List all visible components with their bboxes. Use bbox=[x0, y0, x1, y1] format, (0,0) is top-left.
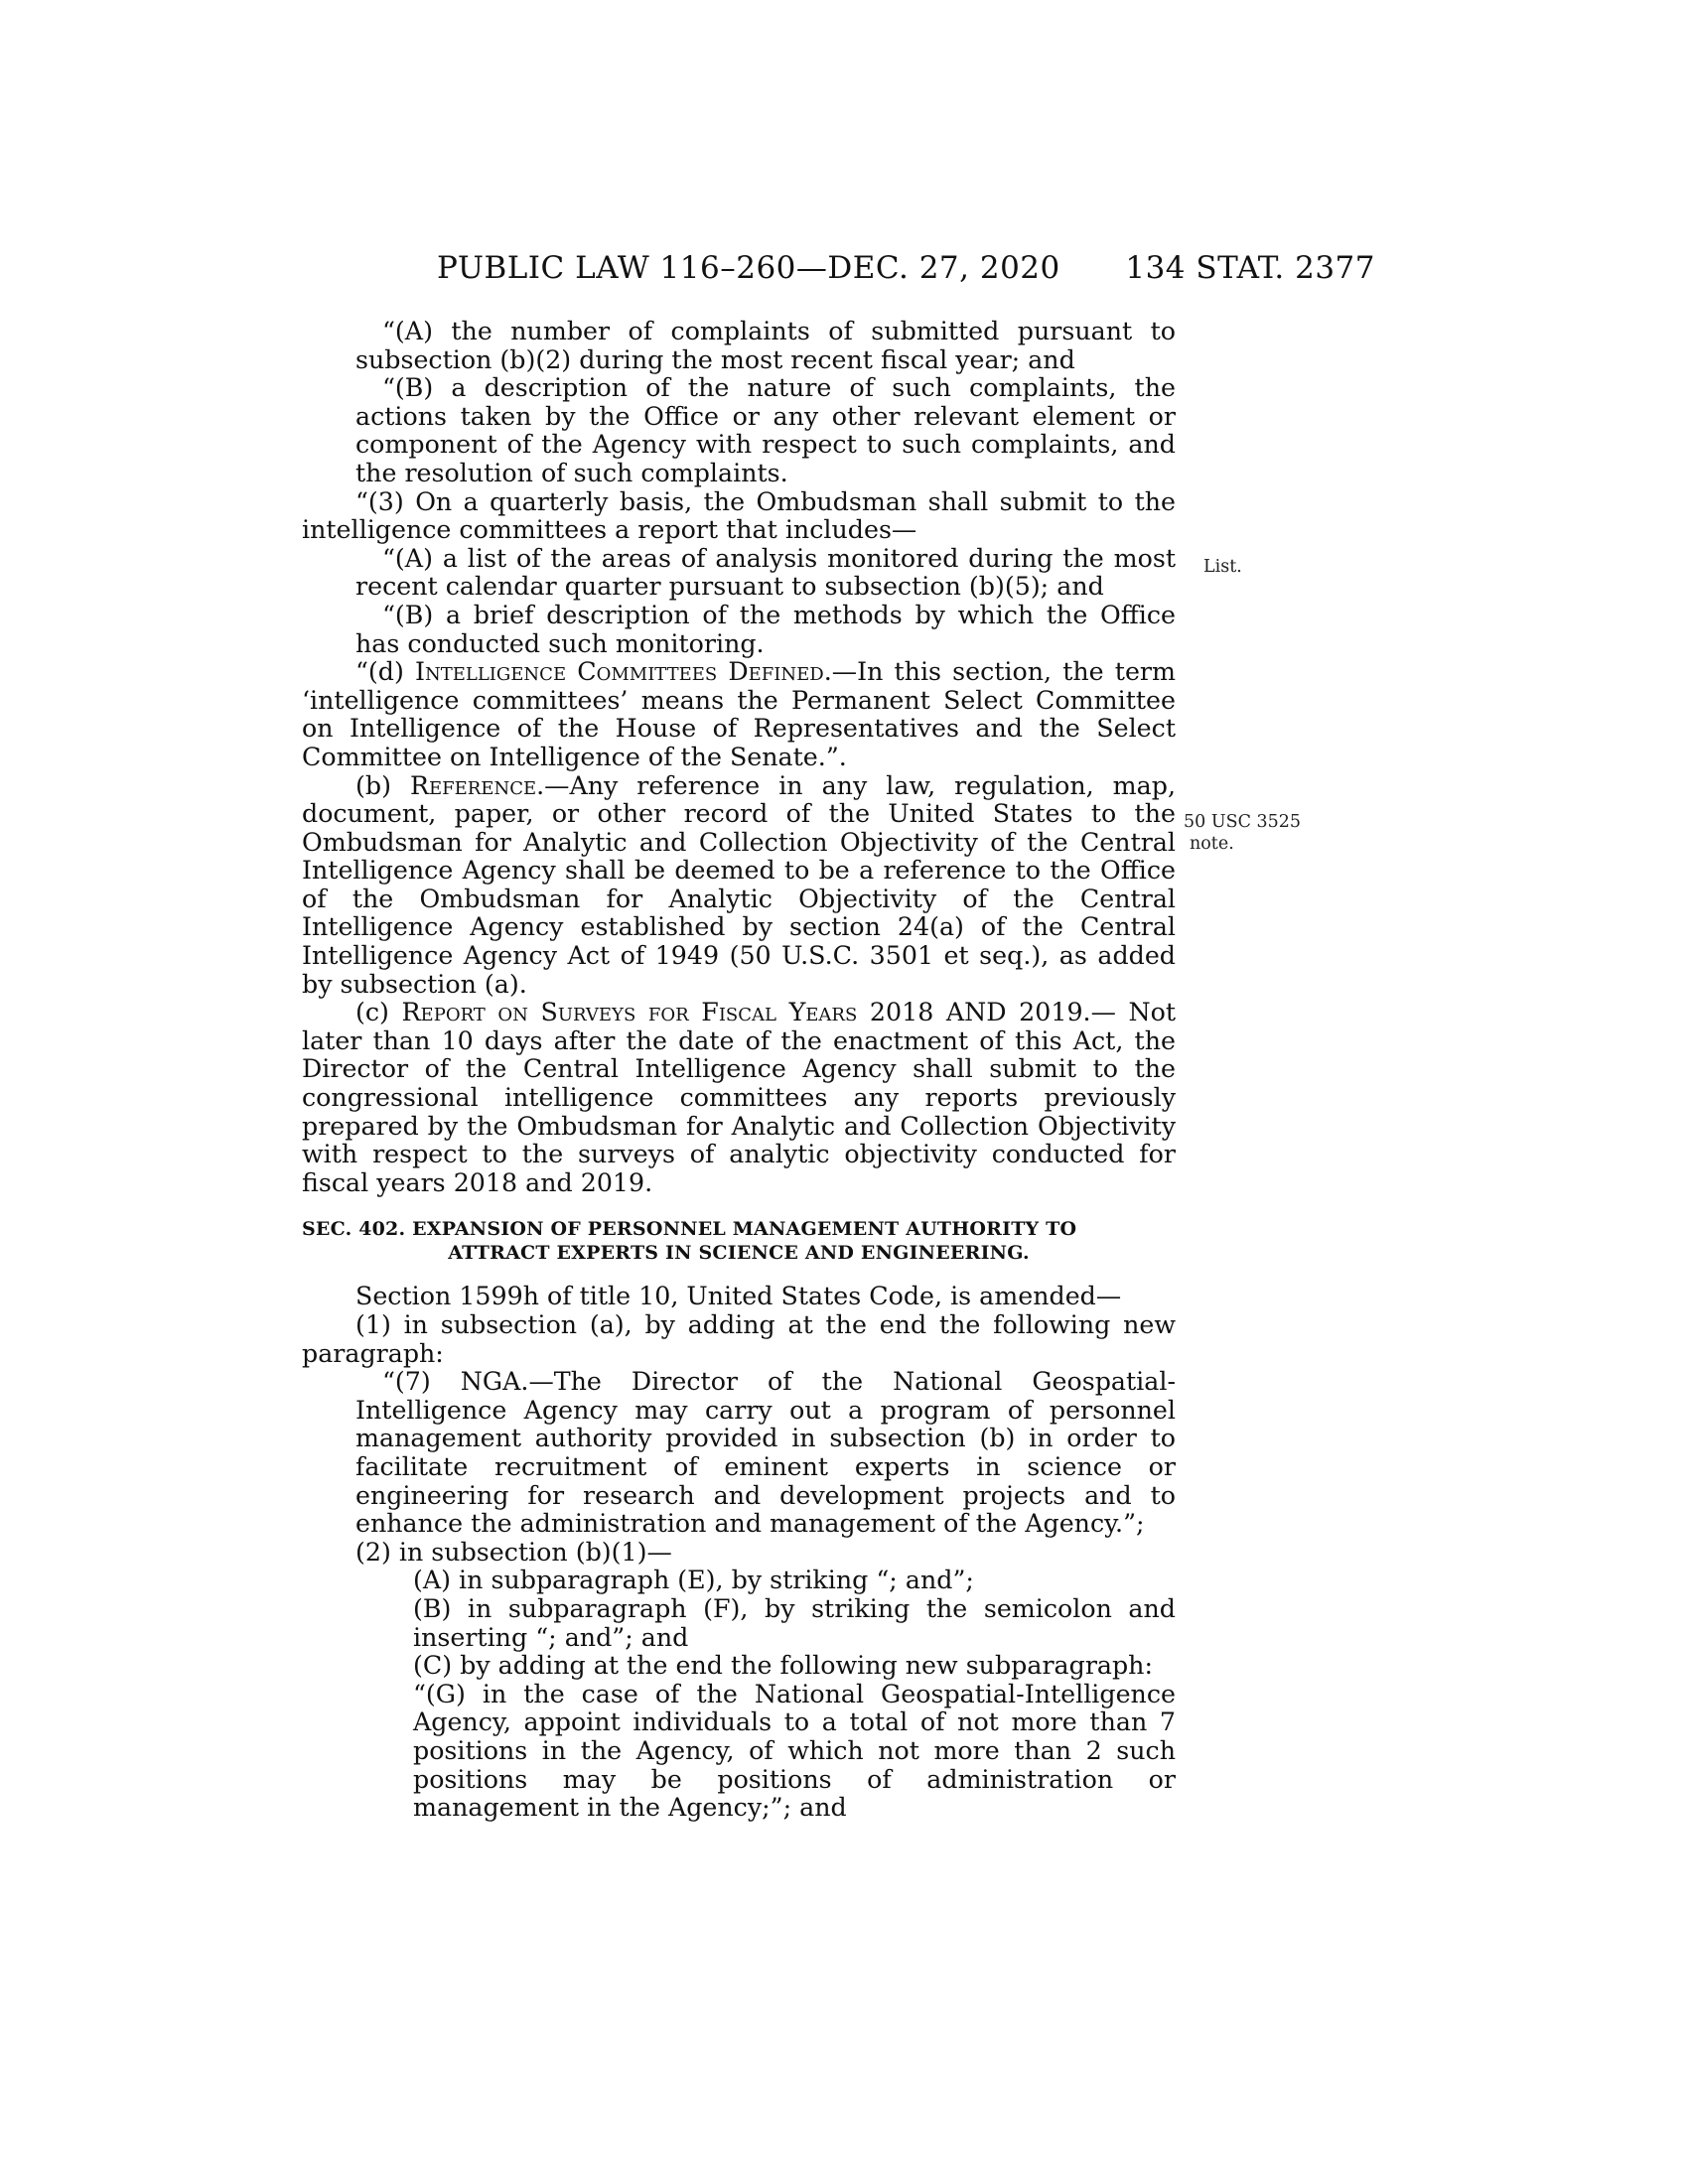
amendment-2: (2) in subsection (b)(1)— bbox=[355, 1537, 672, 1567]
subsection-c-report bbox=[302, 999, 1176, 1197]
subsection-d bbox=[302, 658, 1176, 771]
margin-note-usc-line1: 50 USC 3525 bbox=[1184, 812, 1302, 832]
paragraph-2b: “(B) a description of the nature of such complaints, the actions taken by the Office or any other relevant element or component of the Agency with respect to such complaints, and the resolution of such complaints. bbox=[355, 373, 1176, 487]
section-heading-line1: SEC. 402. EXPANSION OF PERSONNEL MANAGEMENT AUTHORITY TO bbox=[302, 1218, 1077, 1241]
subsection-d-heading: Intelligence Committees Defined bbox=[415, 657, 824, 687]
amendment-1: (1) in subsection (a), by adding at the end the following new paragraph: bbox=[302, 1310, 1176, 1368]
margin-note-usc-line2: note. bbox=[1190, 834, 1234, 854]
section-intro: Section 1599h of title 10, United States Code, is amended— bbox=[355, 1282, 1122, 1311]
subsection-d-text: .—In this section, the term ‘intelligence committees’ means the Permanent Select Committee on Intelligence of the House of Representatives and the Select Committee on Intelligence of the Senate.”. bbox=[302, 657, 1176, 771]
margin-note-list: List. bbox=[1203, 557, 1242, 577]
paragraph-3a: “(A) a list of the areas of analysis monitored during the most recent calendar quarter pursuant to subsection (b)(5); and bbox=[355, 543, 1176, 602]
amendment-2c-text: “(G) in the case of the National Geospatial-Intelligence Agency, appoint individuals to a total of not more than 7 positions in the Agency, of which not more than 2 such positions may be positions of administration or management in the Agency;”; and bbox=[413, 1679, 1176, 1823]
amendment-2b: (B) in subparagraph (F), by striking the semicolon and inserting “; and”; and bbox=[413, 1593, 1176, 1652]
paragraph-2a: “(A) the number of complaints of submitted pursuant to subsection (b)(2) during the most recent fiscal year; and bbox=[355, 317, 1176, 374]
page-header bbox=[437, 250, 1375, 294]
page-body bbox=[302, 318, 1176, 1823]
subsection-c-text: 2018 AND 2019.— Not later than 10 days after the date of the enactment of this Act, the Director of the Central Intelligence Agency shall submit to the congressional intelligence committees any reports previously prepared by the Ombudsman for Analytic and Collection Objectivity with respect to the surveys of analytic objectivity conducted for fiscal years 2018 and 2019. bbox=[302, 998, 1177, 1197]
section-heading-line2: ATTRACT EXPERTS IN SCIENCE AND ENGINEERING. bbox=[448, 1242, 1030, 1265]
law-title: PUBLIC LAW 116–260—DEC. 27, 2020 bbox=[437, 250, 1060, 286]
subsection-c-lead: (c) bbox=[355, 998, 402, 1027]
amendment-1-text: “(7) NGA.—The Director of the National Geospatial-Intelligence Agency may carry out a program of personnel management authority provided in subsection (b) in order to facilitate recruitment of eminent experts in science or engineering for research and development projects and to enhance the administration and management of the Agency.”; bbox=[355, 1367, 1176, 1539]
amendment-2a: (A) in subparagraph (E), by striking “; and”; bbox=[413, 1566, 974, 1595]
paragraph-3: “(3) On a quarterly basis, the Ombudsman shall submit to the intelligence committees a report that includes— bbox=[302, 486, 1176, 545]
subsection-d-lead: “(d) bbox=[355, 657, 415, 687]
statute-page-number: 134 STAT. 2377 bbox=[1125, 250, 1375, 286]
subsection-b-reference bbox=[302, 772, 1176, 1000]
subsection-b-lead: (b) bbox=[355, 770, 410, 800]
margin-note-usc bbox=[1184, 811, 1301, 855]
subsection-c-heading: Report on Surveys for Fiscal Years bbox=[401, 998, 858, 1027]
section-402-heading bbox=[302, 1217, 1176, 1265]
paragraph-3b: “(B) a brief description of the methods by which the Office has conducted such monitoring. bbox=[355, 600, 1176, 658]
subsection-b-text: .—Any reference in any law, regulation, map, document, paper, or other record of the United States to the Ombudsman for Analytic and Collection Objectivity of the Central Intelligence Agency shall be deemed to be a reference to the Office of the Ombudsman for Analytic Objectivity of the Central Intelligence Agency established by section 24(a) of the Central Intelligence Agency Act of 1949 (50 U.S.C. 3501 et seq.), as added by subsection (a). bbox=[302, 770, 1176, 999]
subsection-b-heading: Reference bbox=[409, 770, 537, 800]
amendment-2c: (C) by adding at the end the following new subparagraph: bbox=[413, 1651, 1153, 1681]
